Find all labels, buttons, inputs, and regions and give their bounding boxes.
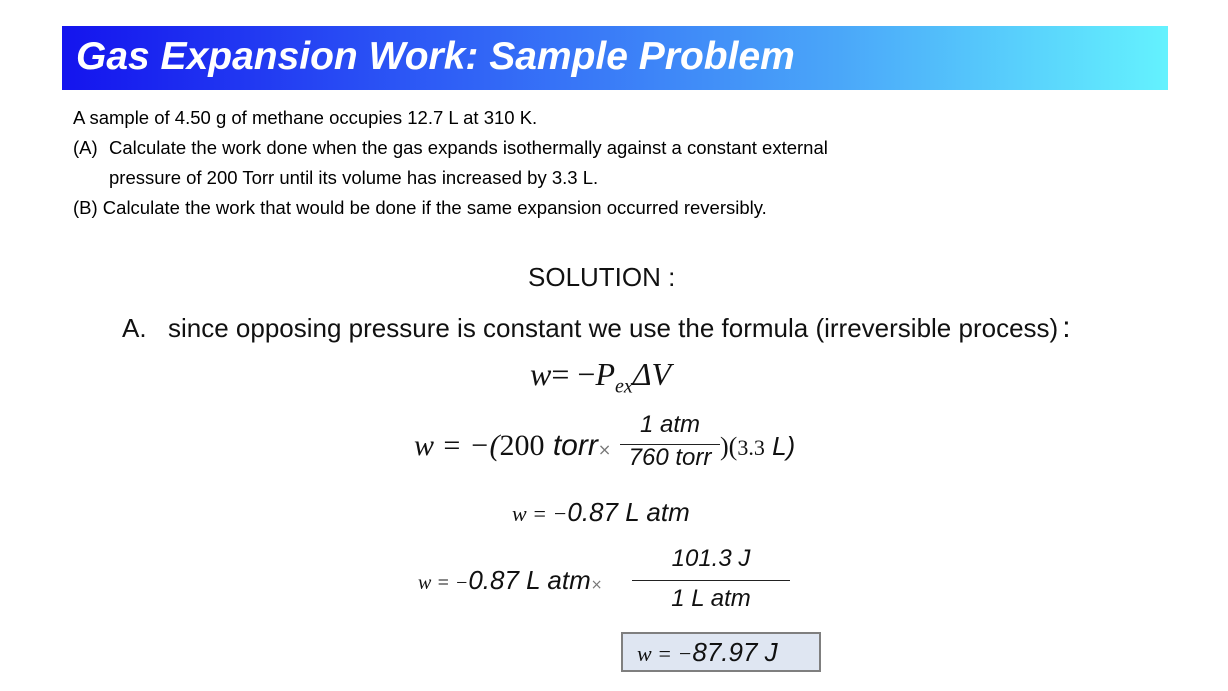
eq4-lhs: w = − [418,572,469,594]
problem-part-a-line1 [73,133,1073,163]
eq4-times: × [590,577,603,593]
problem-statement [73,103,1073,223]
eq1-sub: ex [614,375,633,398]
equation-work-formula [530,356,671,398]
eq2-vol: 3.3 [737,435,765,460]
part-a-text-2: pressure of 200 Torr until its volume has increased by 3.3 L. [109,167,599,188]
eq2-den: 760 torr [628,444,712,471]
method-text: since opposing pressure is constant we use the formula (irreversible process) [168,313,1059,343]
part-a-marker: (A) [73,137,98,158]
eq1-p: P [595,356,615,392]
eq2-volunit: L) [772,431,796,461]
problem-part-a-line2 [73,163,1073,193]
eq2-value: 200 [499,429,545,462]
eq1-w: w [530,356,552,392]
eq4-den: 1 L atm [671,585,751,612]
title-bar [62,26,1168,90]
eq1-eq: = − [551,356,596,392]
eq2-fraction [620,411,720,475]
equation-conversion [418,545,798,615]
problem-intro: A sample of 4.50 g of methane occupies 12.7 L at 310 K. [73,107,538,128]
eq3-value: 0.87 L atm [567,497,690,527]
eq4-value: 0.87 L atm [468,565,591,595]
answer-value: 87.97 J [692,637,778,667]
solution-method [122,311,1071,345]
eq2-left [414,429,611,463]
problem-part-b: (B) Calculate the work that would be done if the same expansion occurred reversibly. [73,197,767,218]
eq2-times: × [597,440,612,459]
answer-lhs: w = − [637,641,693,666]
eq2-close: )( [720,432,738,461]
eq4-fraction [632,545,790,615]
eq4-num: 101.3 J [671,545,751,572]
solution-heading: SOLUTION : [528,262,676,292]
eq2-right [720,431,795,462]
equation-result-latm [512,497,690,528]
answer-box [621,632,821,672]
eq2-num: 1 atm [639,411,701,438]
eq3-lhs: w = − [512,501,568,526]
method-colon: : [1062,311,1071,344]
eq1-dv: ΔV [632,356,672,392]
eq4-left [418,565,602,596]
eq2-lhs: w = −( [414,429,500,462]
slide-title: Gas Expansion Work: Sample Problem [76,35,795,78]
answer-equation [637,637,778,668]
eq2-unit: torr [552,429,598,462]
eq4-bar [632,580,790,581]
part-a-text-1: Calculate the work done when the gas expands isothermally against a constant external [109,137,828,158]
equation-substitution [414,411,814,483]
method-marker: A. [122,313,147,343]
